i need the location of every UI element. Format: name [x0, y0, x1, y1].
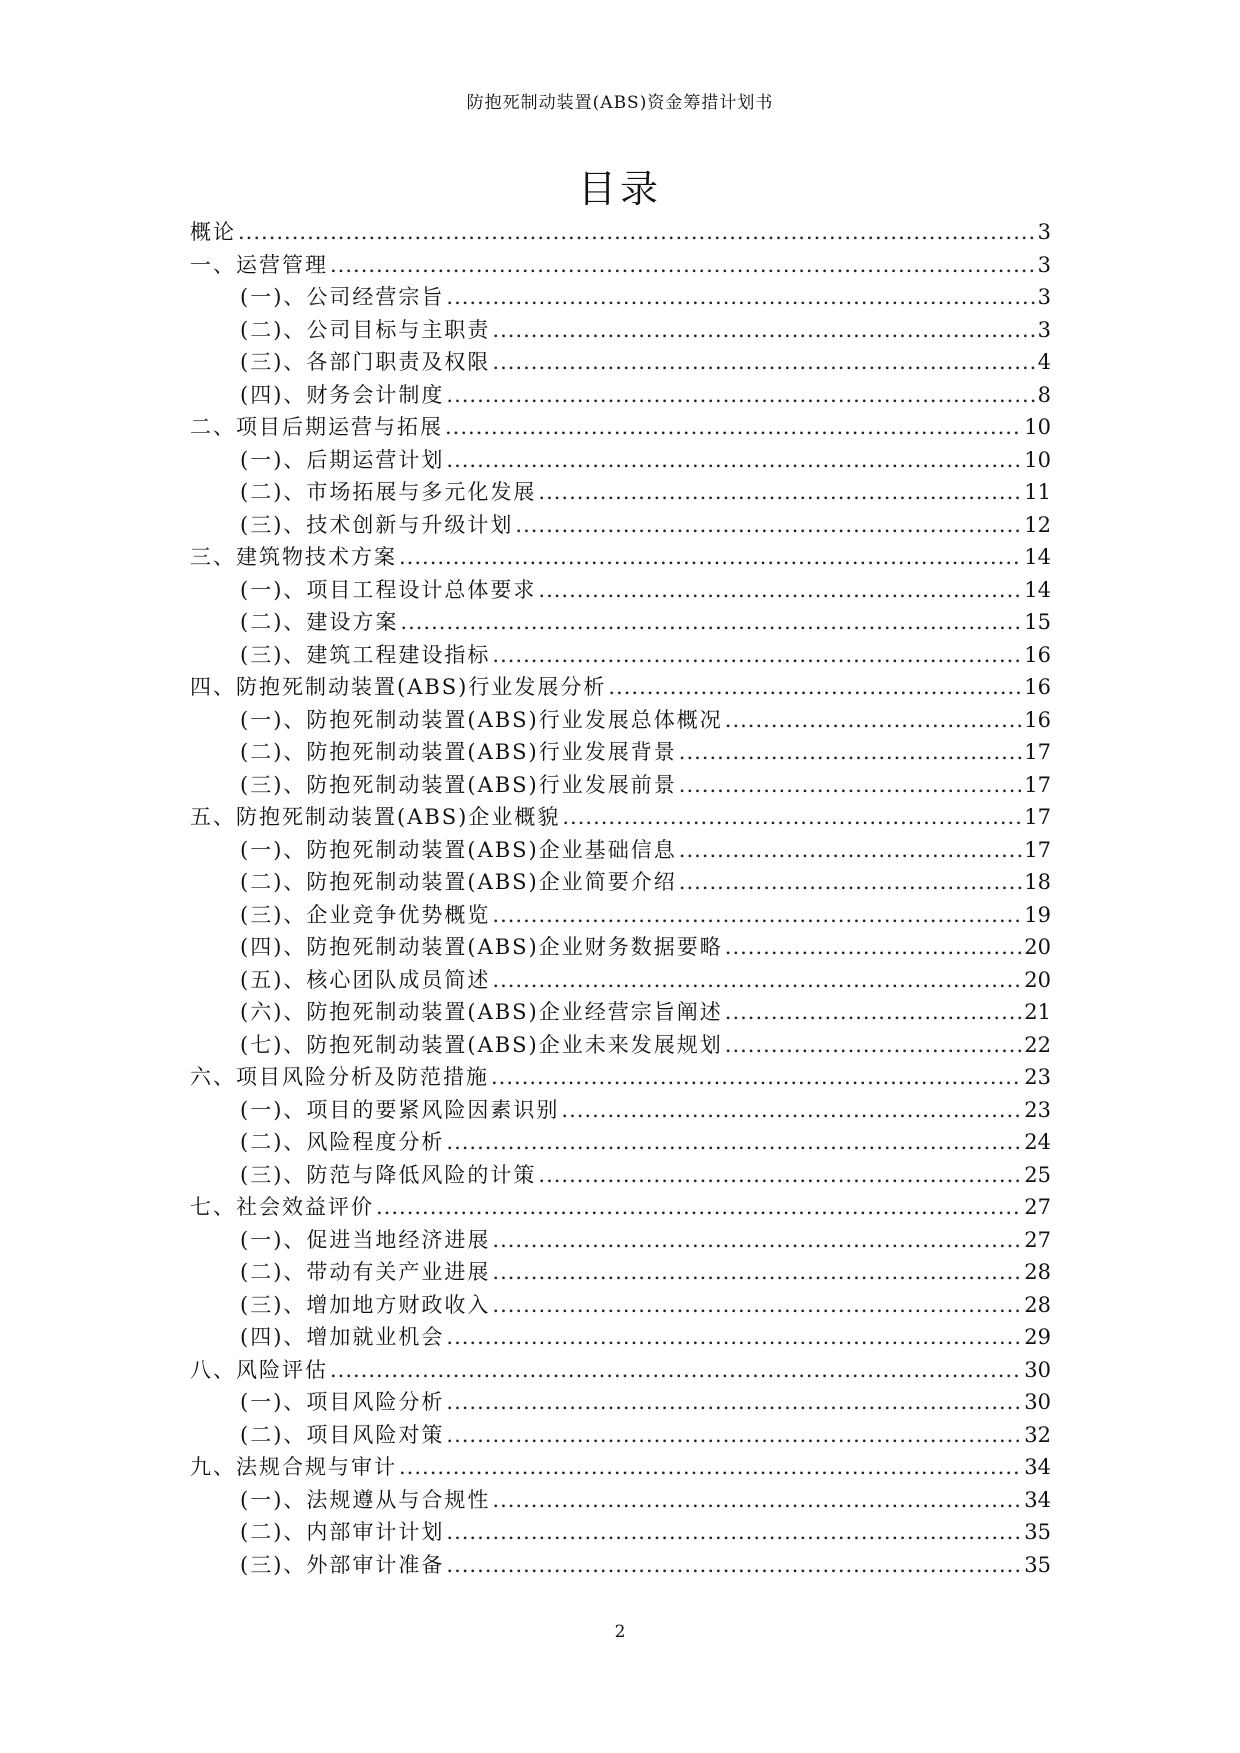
toc-entry[interactable] — [190, 1256, 1051, 1289]
toc-entry-label: (二)、风险程度分析 — [240, 1130, 445, 1154]
toc-entry-page: 32 — [1024, 1422, 1051, 1447]
toc-entry[interactable] — [190, 899, 1051, 932]
dot-leader — [562, 801, 1022, 834]
toc-entry[interactable] — [190, 801, 1051, 834]
dot-leader — [538, 574, 1022, 607]
dot-leader — [538, 1159, 1022, 1192]
toc-entry-page: 35 — [1024, 1520, 1051, 1544]
toc-entry-page: 22 — [1024, 1032, 1051, 1057]
toc-entry-label: (二)、带动有关产业进展 — [240, 1260, 491, 1284]
toc-entry-label: (二)、内部审计计划 — [240, 1520, 445, 1544]
toc-entry-label: (一)、防抱死制动装置(ABS)行业发展总体概况 — [240, 707, 723, 732]
toc-entry-page: 20 — [1024, 935, 1051, 959]
toc-entry-label: (三)、建筑工程建设指标 — [240, 642, 491, 667]
toc-entry-page: 18 — [1024, 870, 1051, 894]
toc-entry-label: (六)、防抱死制动装置(ABS)企业经营宗旨阐述 — [240, 1000, 723, 1024]
dot-leader — [492, 639, 1022, 672]
toc-entry-page: 30 — [1024, 1357, 1051, 1382]
toc-entry-page: 34 — [1024, 1487, 1051, 1512]
dot-leader — [446, 1126, 1022, 1159]
toc-entry-page: 25 — [1024, 1162, 1051, 1187]
dot-leader — [446, 444, 1022, 477]
toc-entry[interactable] — [190, 1516, 1051, 1549]
dot-leader — [679, 834, 1023, 867]
dot-leader — [492, 964, 1022, 997]
toc-entry-label: (四)、增加就业机会 — [240, 1325, 445, 1349]
dot-leader — [330, 249, 1036, 282]
dot-leader — [725, 996, 1023, 1029]
toc-entry-page: 3 — [1037, 285, 1051, 309]
toc-entry-page: 35 — [1024, 1552, 1051, 1577]
toc-entry-page: 16 — [1024, 707, 1051, 732]
toc-entry[interactable] — [190, 476, 1051, 509]
toc-entry[interactable] — [190, 444, 1051, 477]
toc-entry[interactable] — [190, 1159, 1051, 1192]
dot-leader — [446, 281, 1035, 314]
toc-entry-label: (一)、促进当地经济进展 — [240, 1227, 491, 1252]
toc-entry-page: 19 — [1024, 902, 1051, 927]
toc-entry[interactable] — [190, 1419, 1051, 1452]
dot-leader — [446, 1516, 1022, 1549]
toc-entry-page: 17 — [1024, 837, 1051, 862]
toc-entry-label: (一)、项目的要紧风险因素识别 — [240, 1097, 560, 1122]
toc-entry-page: 17 — [1024, 805, 1051, 829]
toc-entry[interactable] — [190, 1029, 1051, 1062]
toc-entry-page: 23 — [1024, 1097, 1051, 1122]
toc-entry[interactable] — [190, 314, 1051, 347]
dot-leader — [679, 736, 1023, 769]
toc-entry-label: (一)、项目工程设计总体要求 — [240, 577, 537, 602]
toc-entry-page: 14 — [1024, 577, 1051, 602]
toc-entry-page: 4 — [1037, 350, 1051, 374]
dot-leader — [400, 606, 1022, 639]
toc-entry-label: (三)、防范与降低风险的计策 — [240, 1162, 537, 1187]
toc-entry-page: 3 — [1037, 220, 1051, 244]
toc-entry-page: 28 — [1024, 1260, 1051, 1284]
toc-entry-page: 28 — [1024, 1292, 1051, 1317]
toc-entry-label: 九、法规合规与审计 — [190, 1455, 397, 1479]
page-number: 2 — [614, 1622, 626, 1642]
toc-entry[interactable] — [190, 379, 1051, 412]
dot-leader — [446, 1549, 1022, 1582]
toc-entry[interactable] — [190, 606, 1051, 639]
toc-entry-label: 四、防抱死制动装置(ABS)行业发展分析 — [190, 675, 607, 699]
toc-entry-page: 11 — [1024, 480, 1051, 504]
toc-entry[interactable] — [190, 931, 1051, 964]
toc-list — [190, 216, 1051, 1581]
toc-entry[interactable] — [190, 346, 1051, 379]
toc-entry[interactable] — [190, 834, 1051, 867]
toc-entry-page: 10 — [1024, 415, 1051, 439]
toc-entry-label: (三)、技术创新与升级计划 — [240, 512, 514, 537]
toc-entry[interactable] — [190, 736, 1051, 769]
dot-leader — [492, 346, 1035, 379]
toc-entry-label: 八、风险评估 — [190, 1357, 328, 1382]
toc-entry[interactable] — [190, 639, 1051, 672]
toc-entry[interactable] — [190, 704, 1051, 737]
dot-leader — [446, 1321, 1022, 1354]
toc-entry-label: (一)、防抱死制动装置(ABS)企业基础信息 — [240, 837, 677, 862]
dot-leader — [330, 1354, 1022, 1387]
dot-leader — [445, 411, 1022, 444]
toc-entry-label: (二)、防抱死制动装置(ABS)行业发展背景 — [240, 740, 677, 764]
dot-leader — [399, 1451, 1022, 1484]
toc-entry-label: (一)、后期运营计划 — [240, 447, 445, 472]
dot-leader — [679, 866, 1023, 899]
toc-entry-label: 概论 — [190, 220, 236, 244]
toc-entry-page: 10 — [1024, 447, 1051, 472]
dot-leader — [492, 1256, 1022, 1289]
toc-entry-label: (七)、防抱死制动装置(ABS)企业未来发展规划 — [240, 1032, 723, 1057]
toc-entry[interactable] — [190, 1126, 1051, 1159]
toc-entry[interactable] — [190, 996, 1051, 1029]
dot-leader — [725, 1029, 1023, 1062]
toc-entry[interactable] — [190, 574, 1051, 607]
toc-entry-label: (一)、法规遵从与合规性 — [240, 1487, 491, 1512]
dot-leader — [491, 1061, 1022, 1094]
dot-leader — [492, 1224, 1022, 1257]
toc-entry[interactable] — [190, 411, 1051, 444]
toc-entry-page: 29 — [1024, 1325, 1051, 1349]
toc-entry-label: (一)、公司经营宗旨 — [240, 285, 445, 309]
dot-leader — [446, 1386, 1022, 1419]
toc-entry[interactable] — [190, 1321, 1051, 1354]
dot-leader — [446, 1419, 1022, 1452]
dot-leader — [446, 379, 1035, 412]
toc-entry-page: 20 — [1024, 967, 1051, 992]
toc-entry-label: (四)、财务会计制度 — [240, 382, 445, 407]
toc-entry-label: (三)、各部门职责及权限 — [240, 350, 491, 374]
toc-entry[interactable] — [190, 1094, 1051, 1127]
toc-entry[interactable] — [190, 249, 1051, 282]
toc-entry-page: 8 — [1037, 382, 1051, 407]
toc-entry-label: (四)、防抱死制动装置(ABS)企业财务数据要略 — [240, 935, 723, 959]
toc-entry-label: (三)、防抱死制动装置(ABS)行业发展前景 — [240, 772, 677, 797]
toc-entry-label: (二)、公司目标与主职责 — [240, 317, 491, 342]
toc-entry-page: 27 — [1024, 1227, 1051, 1252]
dot-leader — [725, 704, 1023, 737]
dot-leader — [492, 899, 1022, 932]
toc-entry-label: (二)、建设方案 — [240, 610, 399, 634]
toc-entry[interactable] — [190, 866, 1051, 899]
toc-entry-page: 3 — [1037, 317, 1051, 342]
toc-entry[interactable] — [190, 1224, 1051, 1257]
toc-entry-page: 17 — [1024, 772, 1051, 797]
toc-entry-label: (三)、外部审计准备 — [240, 1552, 445, 1577]
toc-entry-page: 24 — [1024, 1130, 1051, 1154]
dot-leader — [608, 671, 1022, 704]
toc-entry-page: 17 — [1024, 740, 1051, 764]
toc-entry-label: 七、社会效益评价 — [190, 1195, 374, 1219]
toc-entry-label: 六、项目风险分析及防范措施 — [190, 1065, 489, 1089]
toc-entry-label: (三)、企业竞争优势概览 — [240, 902, 491, 927]
toc-entry-page: 14 — [1024, 545, 1051, 569]
dot-leader — [679, 769, 1023, 802]
toc-entry-page: 16 — [1024, 675, 1051, 699]
toc-title: 目录 — [577, 167, 662, 211]
toc-entry-page: 3 — [1037, 252, 1051, 277]
toc-entry-page: 34 — [1024, 1455, 1051, 1479]
toc-entry[interactable] — [190, 216, 1051, 249]
toc-entry-label: (五)、核心团队成员简述 — [240, 967, 491, 992]
dot-leader — [538, 476, 1022, 509]
toc-entry-label: (二)、项目风险对策 — [240, 1422, 445, 1447]
toc-entry[interactable] — [190, 1354, 1051, 1387]
toc-entry[interactable] — [190, 964, 1051, 997]
dot-leader — [561, 1094, 1022, 1127]
toc-entry[interactable] — [190, 1484, 1051, 1517]
toc-entry[interactable] — [190, 1549, 1051, 1582]
dot-leader — [725, 931, 1023, 964]
toc-entry[interactable] — [190, 1061, 1051, 1094]
toc-entry-label: 一、运营管理 — [190, 252, 328, 277]
dot-leader — [492, 1484, 1022, 1517]
toc-entry[interactable] — [190, 281, 1051, 314]
toc-entry[interactable] — [190, 1191, 1051, 1224]
toc-entry[interactable] — [190, 1451, 1051, 1484]
toc-entry-page: 21 — [1024, 1000, 1051, 1024]
dot-leader — [238, 216, 1036, 249]
toc-entry-label: (二)、市场拓展与多元化发展 — [240, 480, 537, 504]
running-header: 防抱死制动装置(ABS)资金筹措计划书 — [466, 93, 774, 113]
toc-entry-page: 30 — [1024, 1390, 1051, 1414]
dot-leader — [399, 541, 1022, 574]
toc-entry[interactable] — [190, 509, 1051, 542]
toc-entry-label: 五、防抱死制动装置(ABS)企业概貌 — [190, 805, 561, 829]
toc-entry-label: (二)、防抱死制动装置(ABS)企业简要介绍 — [240, 870, 677, 894]
toc-entry-page: 16 — [1024, 642, 1051, 667]
toc-entry-label: 三、建筑物技术方案 — [190, 545, 397, 569]
toc-entry-label: (一)、项目风险分析 — [240, 1390, 445, 1414]
toc-entry-page: 23 — [1024, 1065, 1051, 1089]
dot-leader — [515, 509, 1022, 542]
dot-leader — [376, 1191, 1022, 1224]
toc-entry[interactable] — [190, 1386, 1051, 1419]
toc-entry-label: (三)、增加地方财政收入 — [240, 1292, 491, 1317]
dot-leader — [492, 1289, 1022, 1322]
dot-leader — [492, 314, 1035, 347]
toc-entry-page: 12 — [1024, 512, 1051, 537]
toc-entry[interactable] — [190, 1289, 1051, 1322]
toc-entry[interactable] — [190, 769, 1051, 802]
toc-entry-page: 15 — [1024, 610, 1051, 634]
toc-entry-page: 27 — [1024, 1195, 1051, 1219]
toc-entry[interactable] — [190, 671, 1051, 704]
toc-entry-label: 二、项目后期运营与拓展 — [190, 415, 443, 439]
toc-entry[interactable] — [190, 541, 1051, 574]
